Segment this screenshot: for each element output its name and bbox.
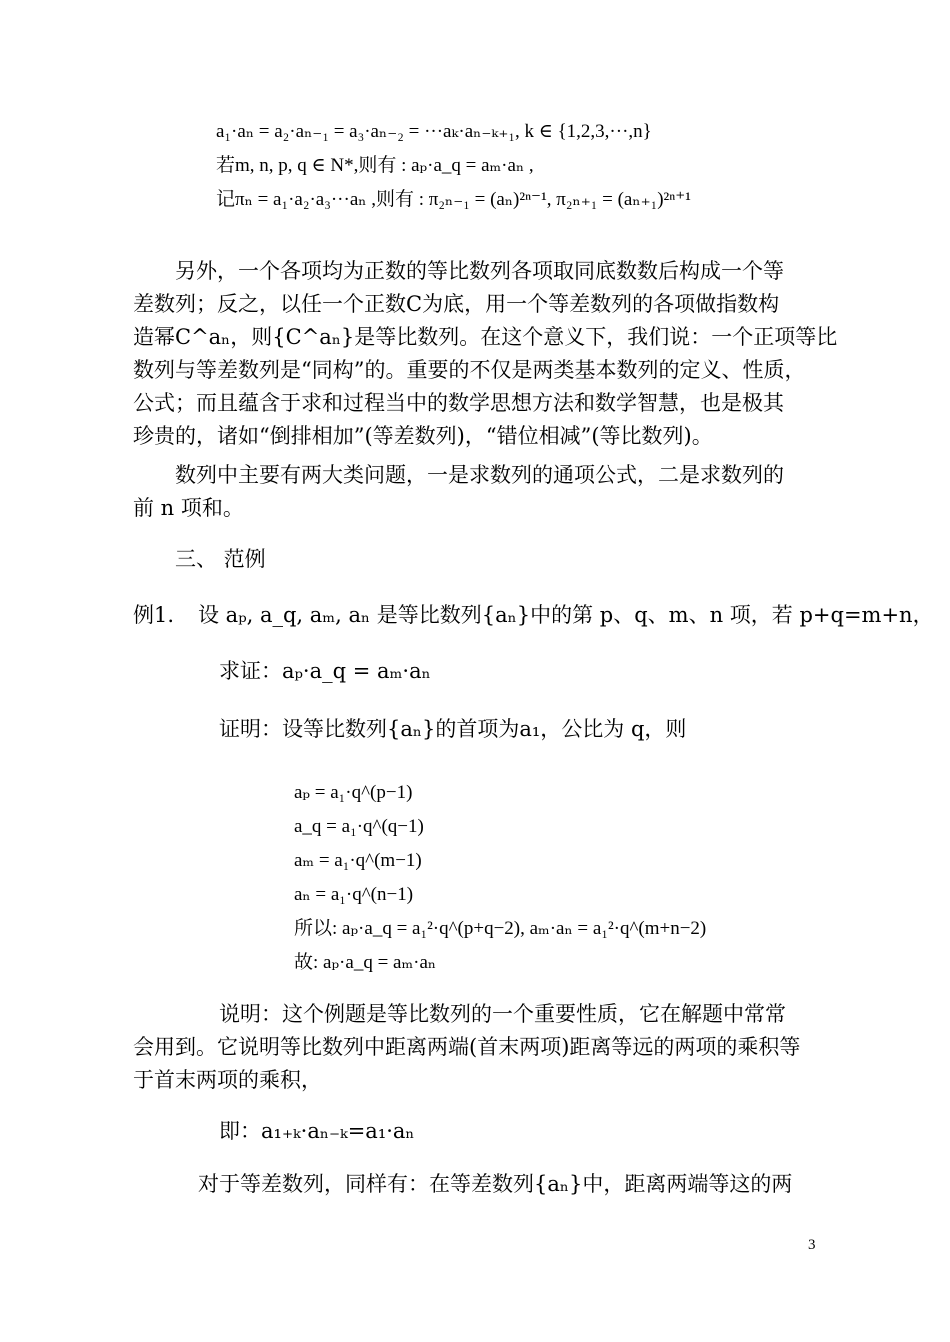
paragraph-1-line: 另外，一个各项均为正数的等比数列各项取同底数数后构成一个等 bbox=[175, 259, 784, 283]
note-line: 说明：这个例题是等比数列的一个重要性质，它在解题中常常 bbox=[219, 1002, 786, 1026]
formula-line-1: a₁·aₙ = a₂·aₙ₋₁ = a₃·aₙ₋₂ = ···aₖ·aₙ₋ₖ₊₁, k ∈ {1,2,3,···,n} bbox=[216, 121, 652, 142]
proof-step: aₚ = a₁·q^(p−1) bbox=[294, 782, 413, 803]
proof-intro: 证明：设等比数列{aₙ}的首项为a₁，公比为 q，则 bbox=[219, 717, 687, 741]
note-paragraph bbox=[133, 998, 800, 1097]
proof-step: 故: aₚ·a_q = aₘ·aₙ bbox=[294, 952, 437, 973]
paragraph-1 bbox=[133, 255, 837, 453]
formula-line-2: 若m, n, p, q ∈ N*,则有 : aₚ·a_q = aₘ·aₙ , bbox=[216, 155, 534, 176]
section-heading: 三、 范例 bbox=[175, 547, 266, 571]
proof-step: a_q = a₁·q^(q−1) bbox=[294, 816, 424, 837]
note-formula: 即：a₁₊ₖ·aₙ₋ₖ=a₁·aₙ bbox=[219, 1119, 415, 1143]
paragraph-2-line: 前 n 项和。 bbox=[133, 496, 244, 520]
proof-step: aₘ = a₁·q^(m−1) bbox=[294, 850, 422, 871]
formula-block bbox=[216, 120, 691, 222]
paragraph-2-line: 数列中主要有两大类问题，一是求数列的通项公式，二是求数列的 bbox=[175, 463, 784, 487]
proof-step: 所以: aₚ·a_q = a₁²·q^(p+q−2), aₘ·aₙ = a₁²·q^(m+n−2) bbox=[294, 918, 707, 939]
page-number: 3 bbox=[808, 1237, 816, 1253]
formula-line-3: 记πₙ = a₁·a₂·a₃···aₙ ,则有 : π₂ₙ₋₁ = (aₙ)²ⁿ⁻¹, π₂ₙ₊₁ = (aₙ₊₁)²ⁿ⁺¹ bbox=[216, 189, 691, 210]
note-line: 于首末两项的乘积， bbox=[133, 1068, 322, 1092]
paragraph-1-line: 公式；而且蕴含于求和过程当中的数学思想方法和数学智慧，也是极其 bbox=[133, 391, 784, 415]
example-label: 例1. bbox=[133, 603, 175, 627]
proof-step: aₙ = a₁·q^(n−1) bbox=[294, 884, 414, 905]
paragraph-1-line: 珍贵的，诸如“倒排相加”(等差数列)，“错位相减”(等比数列)。 bbox=[133, 424, 713, 448]
proof-steps bbox=[294, 781, 706, 985]
paragraph-1-line: 造幂C^aₙ，则{C^aₙ}是等比数列。在这个意义下，我们说：一个正项等比 bbox=[133, 325, 838, 349]
note-line: 会用到。它说明等比数列中距离两端(首末两项)距离等远的两项的乘积等 bbox=[133, 1035, 801, 1059]
prove-line: 求证：aₚ·a_q = aₘ·aₙ bbox=[219, 659, 431, 683]
example-statement: 设 aₚ, a_q, aₘ, aₙ 是等比数列{aₙ}中的第 p、q、m、n 项，若 p+q=m+n， bbox=[198, 603, 934, 627]
paragraph-2 bbox=[133, 459, 784, 525]
paragraph-1-line: 差数列；反之，以任一个正数C为底，用一个等差数列的各项做指数构 bbox=[133, 292, 780, 316]
paragraph-1-line: 数列与等差数列是“同构”的。重要的不仅是两类基本数列的定义、性质， bbox=[133, 358, 806, 382]
last-line: 对于等差数列，同样有：在等差数列{aₙ}中，距离两端等这的两 bbox=[198, 1172, 793, 1196]
